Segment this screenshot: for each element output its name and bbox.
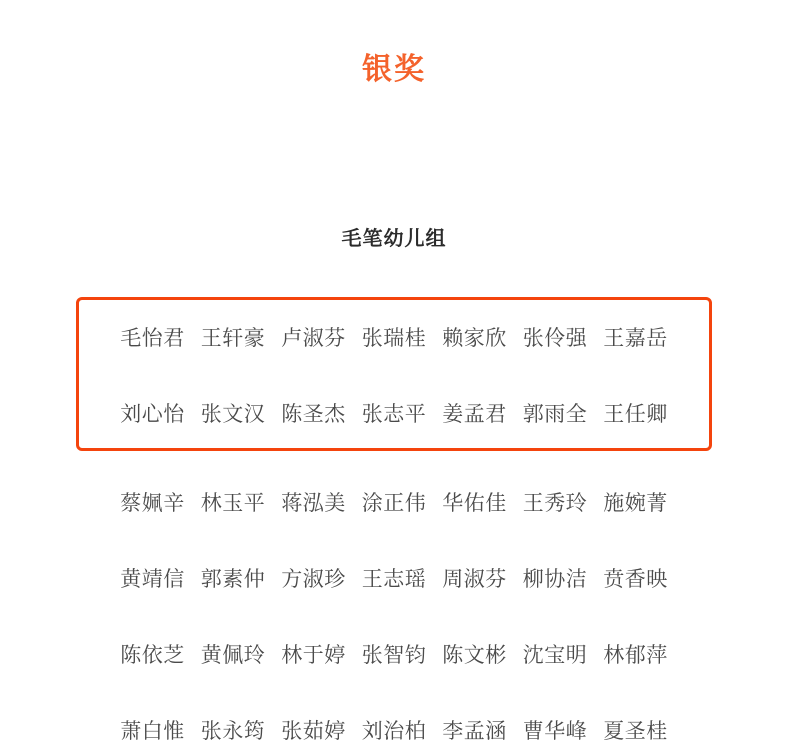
name-cell: 夏圣桂: [603, 720, 668, 743]
name-cell: 张智钧: [361, 644, 427, 667]
name-cell: 姜孟君: [442, 403, 507, 426]
name-cell: 卢淑芬: [281, 327, 346, 350]
name-cell: 赖家欣: [442, 327, 507, 350]
table-row: [88, 559, 700, 597]
name-cell: 张茹婷: [281, 720, 346, 743]
name-cell: 郭素仲: [200, 568, 266, 591]
name-cell: 郭雨全: [522, 403, 588, 426]
name-cell: 王任卿: [603, 403, 668, 426]
name-cell: 王嘉岳: [603, 327, 668, 350]
remaining-names: [88, 483, 700, 749]
name-cell: 沈宝明: [522, 644, 588, 667]
name-cell: 张伶强: [522, 327, 588, 350]
table-row: [88, 711, 700, 749]
award-title: 银奖: [362, 53, 426, 86]
table-row: [88, 635, 700, 673]
table-row: [79, 318, 709, 356]
name-cell: 黄佩玲: [200, 644, 266, 667]
name-cell: 王志瑶: [361, 568, 427, 591]
name-cell: 施婉菁: [603, 492, 668, 515]
name-cell: 张文汉: [200, 403, 266, 426]
highlighted-names-box: [76, 297, 712, 451]
name-cell: 林于婷: [281, 644, 346, 667]
name-cell: 陈依芝: [120, 644, 185, 667]
name-cell: 张志平: [361, 403, 427, 426]
name-cell: 王秀玲: [522, 492, 588, 515]
name-cell: 陈圣杰: [281, 403, 346, 426]
table-row: [88, 483, 700, 521]
name-cell: 涂正伟: [361, 492, 427, 515]
name-cell: 李孟涵: [442, 720, 507, 743]
name-cell: 张瑞桂: [361, 327, 427, 350]
name-cell: 华佑佳: [442, 492, 507, 515]
name-cell: 柳协洁: [522, 568, 588, 591]
name-cell: 黄靖信: [120, 568, 185, 591]
name-cell: 毛怡君: [120, 327, 185, 350]
name-cell: 蔡姵辛: [120, 492, 185, 515]
name-cell: 周淑芬: [442, 568, 507, 591]
name-cell: 陈文彬: [442, 644, 507, 667]
name-cell: 刘心怡: [120, 403, 185, 426]
name-cell: 王轩豪: [200, 327, 266, 350]
name-cell: 方淑珍: [281, 568, 346, 591]
name-list: [0, 297, 788, 749]
table-row: [79, 394, 709, 432]
name-cell: 刘治柏: [361, 720, 427, 743]
name-cell: 张永筠: [200, 720, 266, 743]
name-cell: 萧白惟: [120, 720, 185, 743]
group-title: 毛笔幼儿组: [341, 228, 447, 250]
name-cell: 蒋泓美: [281, 492, 346, 515]
name-cell: 曹华峰: [522, 720, 588, 743]
name-cell: 林郁萍: [603, 644, 668, 667]
name-cell: 林玉平: [200, 492, 266, 515]
name-cell: 贲香映: [603, 568, 668, 591]
